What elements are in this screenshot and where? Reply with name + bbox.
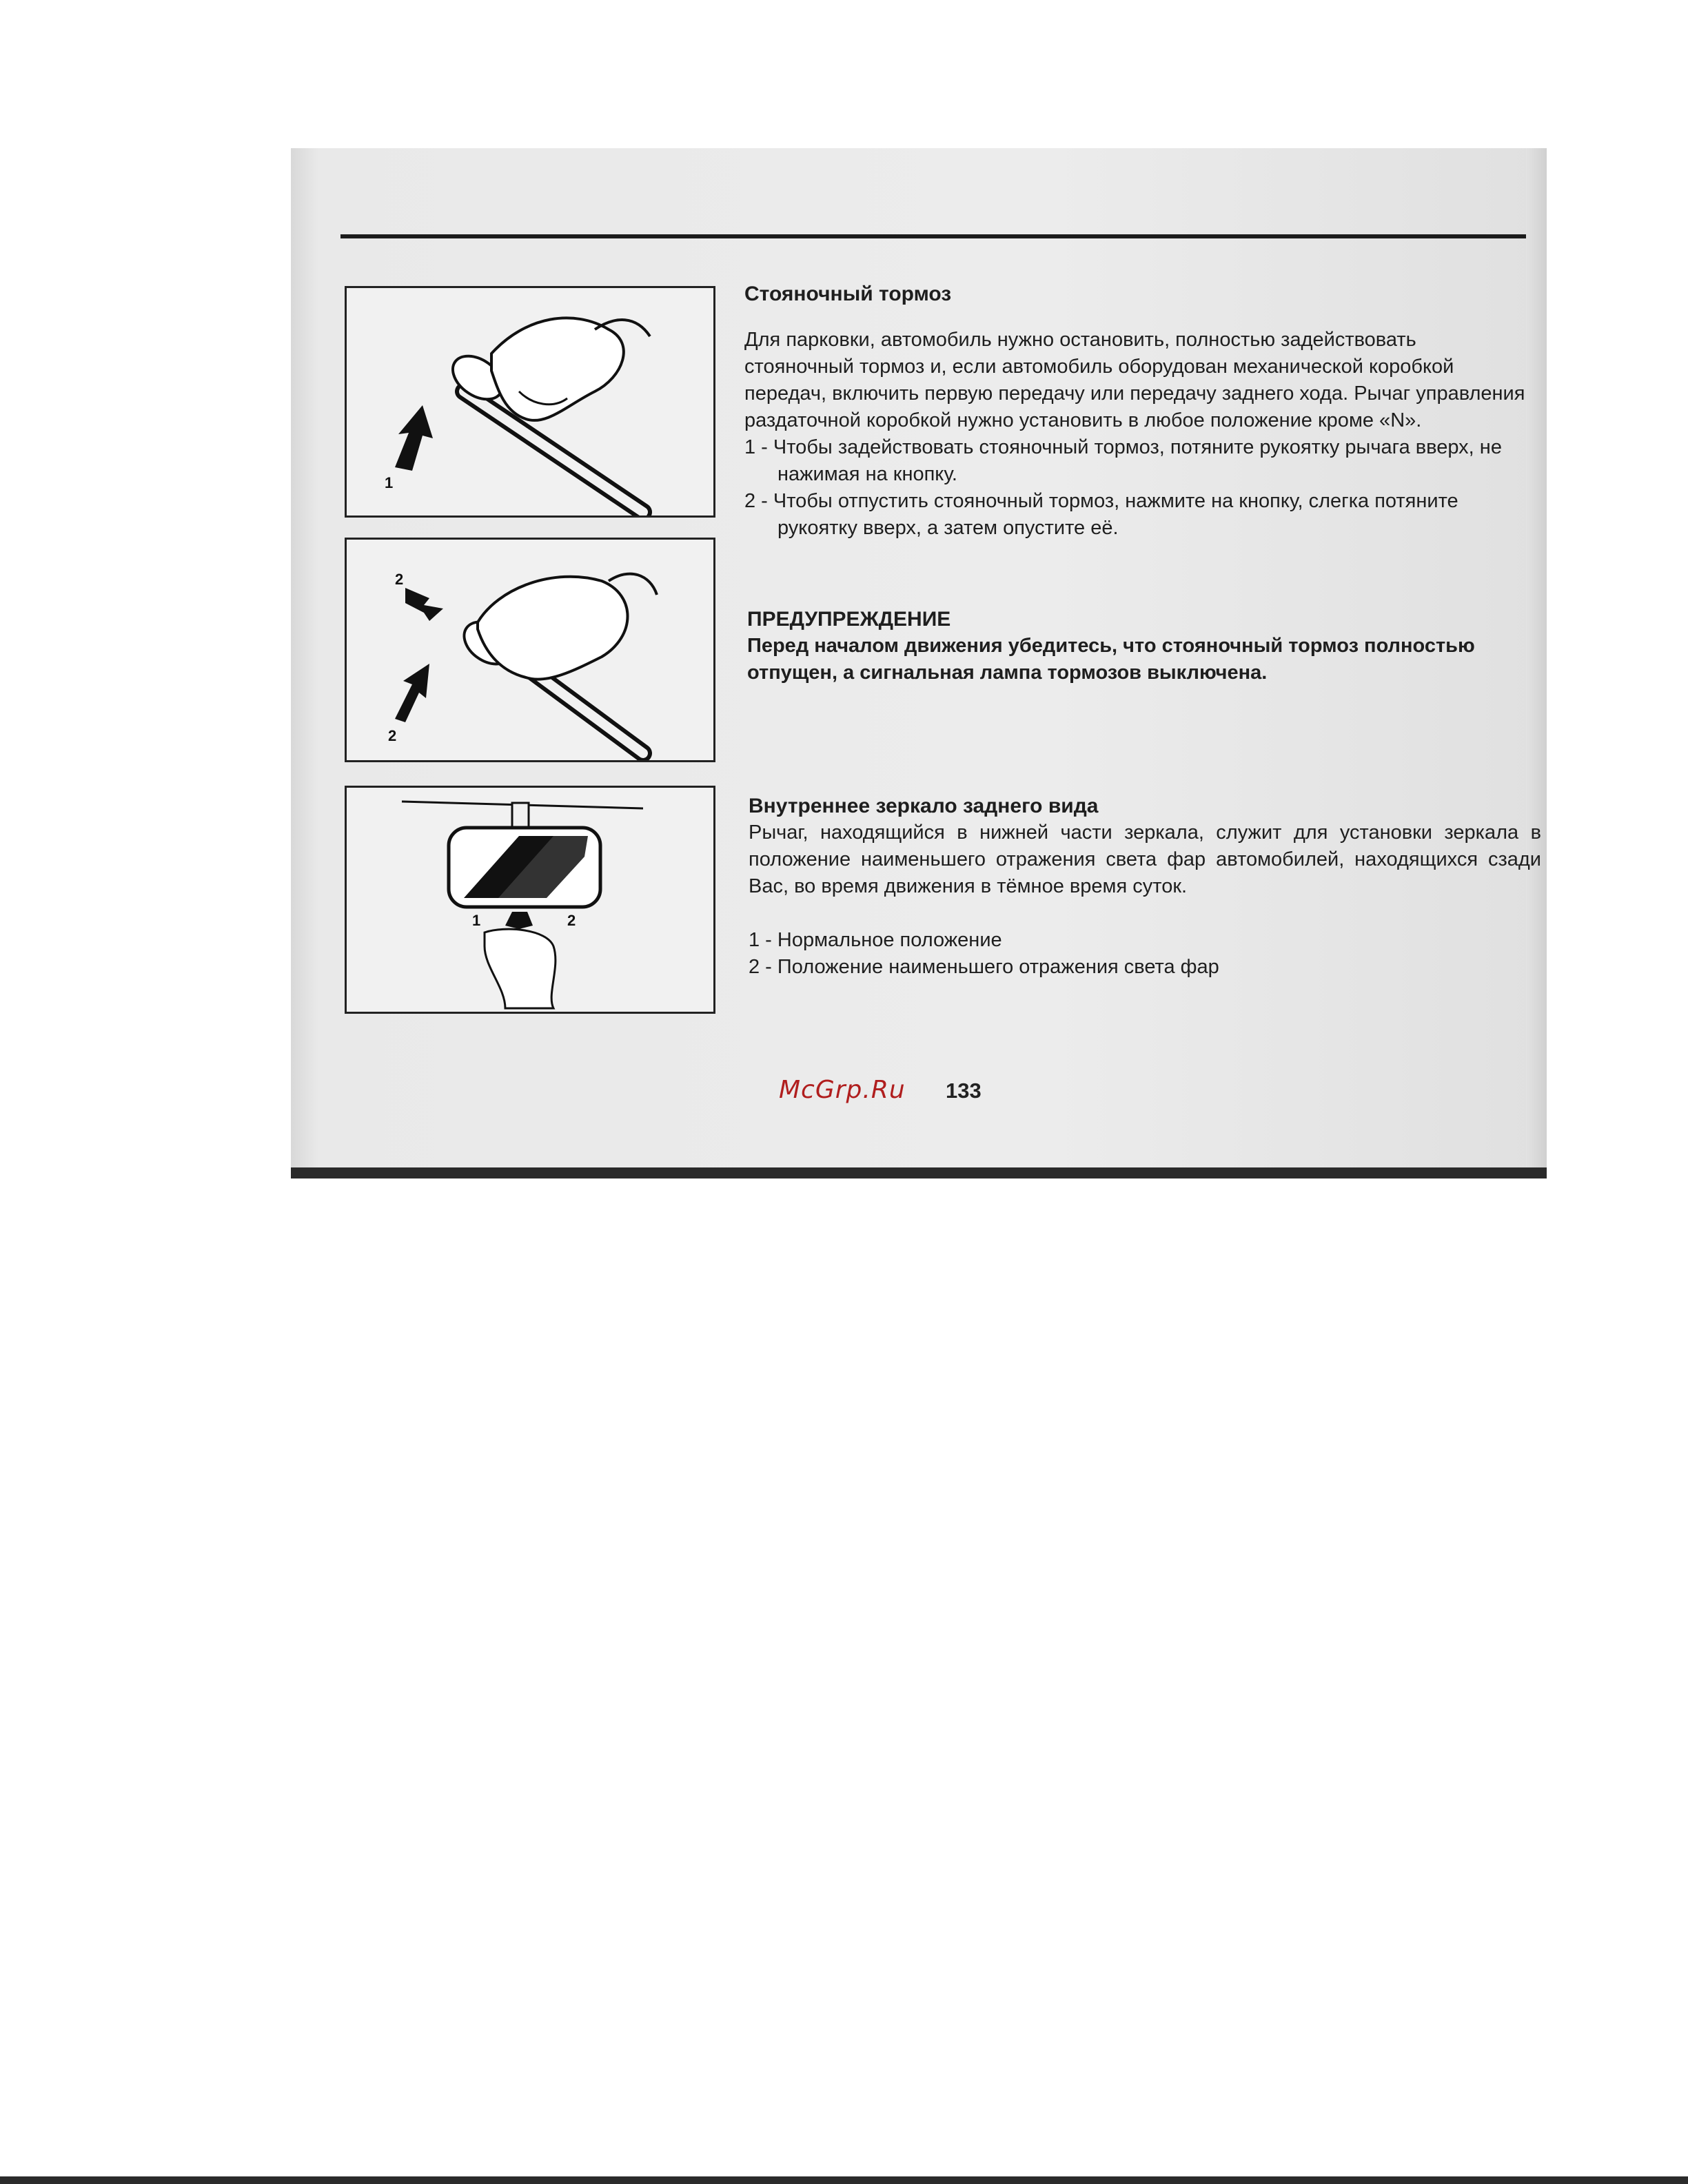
warning-title: ПРЕДУПРЕЖДЕНИЕ [747, 608, 951, 631]
mirror-position: 2 - Положение наименьшего отражения света фар [749, 956, 1219, 978]
mirror-description: Рычаг, находящийся в нижней части зеркала, служит для установки зеркала в положение наименьшего отражения света фар автомобилей, находящихся сзади Вас, во время движения в тёмное время суток. [749, 821, 1541, 897]
figure-label: 2 [388, 727, 397, 744]
page-bottom-border [0, 2176, 1688, 2184]
figure-label: 1 [385, 474, 394, 491]
watermark-brand: McGrp.Ru [779, 1076, 906, 1104]
figure-handbrake-pull [345, 286, 715, 518]
warning-text: Перед началом движения убедитесь, что стояночный тормоз полностью отпущен, а сигнальная лампа тормозов выключена. [747, 635, 1475, 684]
figure-label: 2 [567, 912, 576, 929]
page-number: 133 [946, 1079, 982, 1103]
figure-label: 1 [472, 912, 481, 929]
mirror-position: 1 - Нормальное положение [749, 929, 1002, 951]
parking-brake-section [744, 280, 1530, 542]
scan-bottom-border [291, 1167, 1547, 1178]
section-title: Внутреннее зеркало заднего вида [749, 795, 1099, 817]
handbrake-pull-illustration [347, 288, 713, 516]
section-title: Стояночный тормоз [744, 283, 952, 305]
parking-brake-step: 1 - Чтобы задействовать стояночный тормоз, потяните рукоятку рычага вверх, не нажимая на кнопку. [744, 436, 1502, 485]
handbrake-release-illustration [347, 540, 713, 760]
mirror-section [749, 793, 1541, 981]
warning-section [747, 606, 1533, 686]
parking-brake-step: 2 - Чтобы отпустить стояночный тормоз, нажмите на кнопку, слегка потяните рукоятку вверх, а затем опустите её. [744, 490, 1458, 539]
top-rule [340, 234, 1526, 238]
scanned-page [291, 148, 1547, 1178]
rearview-mirror-illustration [347, 788, 713, 1012]
figure-handbrake-release [345, 538, 715, 762]
parking-brake-intro: Для парковки, автомобиль нужно остановить, полностью задействовать стояночный тормоз и, если автомобиль оборудован механической коробкой передач, включить первую передачу или передачу заднего хода. Рычаг управления раздаточной коробкой нужно установить в любое положение кроме «N». [744, 329, 1525, 431]
figure-label: 2 [395, 571, 404, 588]
figure-rearview-mirror [345, 786, 715, 1014]
